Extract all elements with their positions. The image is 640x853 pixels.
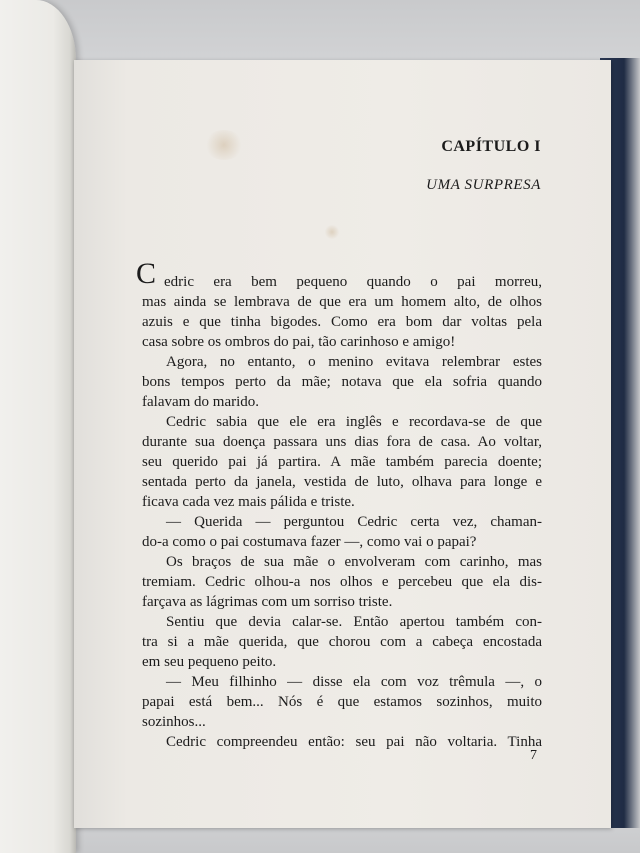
text-line: falavam do marido. <box>142 394 260 410</box>
text-line: Cedric sabia que ele era inglês e recordava-se de que <box>166 414 542 430</box>
text-line: sentada perto da janela, vestida de luto, olhava para longe e <box>142 474 542 490</box>
page-number: 7 <box>530 748 537 763</box>
left-page-curl <box>0 0 76 853</box>
text-line: Agora, no entanto, o menino evitava relembrar estes <box>166 354 542 370</box>
text-line: farçava as lágrimas com um sorriso triste. <box>142 594 393 610</box>
text-line: sozinhos... <box>142 714 206 730</box>
text-line: papai está bem... Nós é que estamos sozinhos, muito <box>142 694 542 710</box>
page-stain <box>324 225 340 239</box>
page-stain <box>204 130 244 160</box>
text-line: tra si a mãe querida, que chorou com a cabeça encostada <box>142 634 542 650</box>
text-line: — Querida — perguntou Cedric certa vez, chaman- <box>166 514 542 530</box>
chapter-title: CAPÍTULO I <box>441 138 541 155</box>
text-line: ficava cada vez mais pálida e triste. <box>142 494 355 510</box>
text-line: seu querido pai já partira. A mãe também parecia doente; <box>142 454 542 470</box>
text-line: tremiam. Cedric olhou-a nos olhos e percebeu que ela dis- <box>142 574 542 590</box>
text-line: casa sobre os ombros do pai, tão carinhoso e amigo! <box>142 334 456 350</box>
text-line: do-a como o pai costumava fazer —, como vai o papai? <box>142 534 477 550</box>
text-line: em seu pequeno peito. <box>142 654 277 670</box>
text-line: Sentiu que devia calar-se. Então apertou também con- <box>166 614 542 630</box>
chapter-body <box>142 272 542 752</box>
text-line: Os braços de sua mãe o envolveram com carinho, mas <box>166 554 542 570</box>
text-line: azuis e que tinha bigodes. Como era bom dar voltas pela <box>142 314 542 330</box>
text-line: edric era bem pequeno quando o pai morreu, <box>164 274 542 290</box>
drop-cap: C <box>136 257 157 290</box>
book-page <box>74 60 611 828</box>
text-line: bons tempos perto da mãe; notava que ela sofria quando <box>142 374 542 390</box>
text-line: durante sua doença passara uns dias fora de casa. Ao voltar, <box>142 434 542 450</box>
text-line: Cedric compreendeu então: seu pai não voltaria. Tinha <box>166 734 542 750</box>
text-line: mas ainda se lembrava de que era um homem alto, de olhos <box>142 294 542 310</box>
chapter-subtitle: UMA SURPRESA <box>426 177 541 193</box>
text-line: — Meu filhinho — disse ela com voz trêmula —, o <box>166 674 542 690</box>
